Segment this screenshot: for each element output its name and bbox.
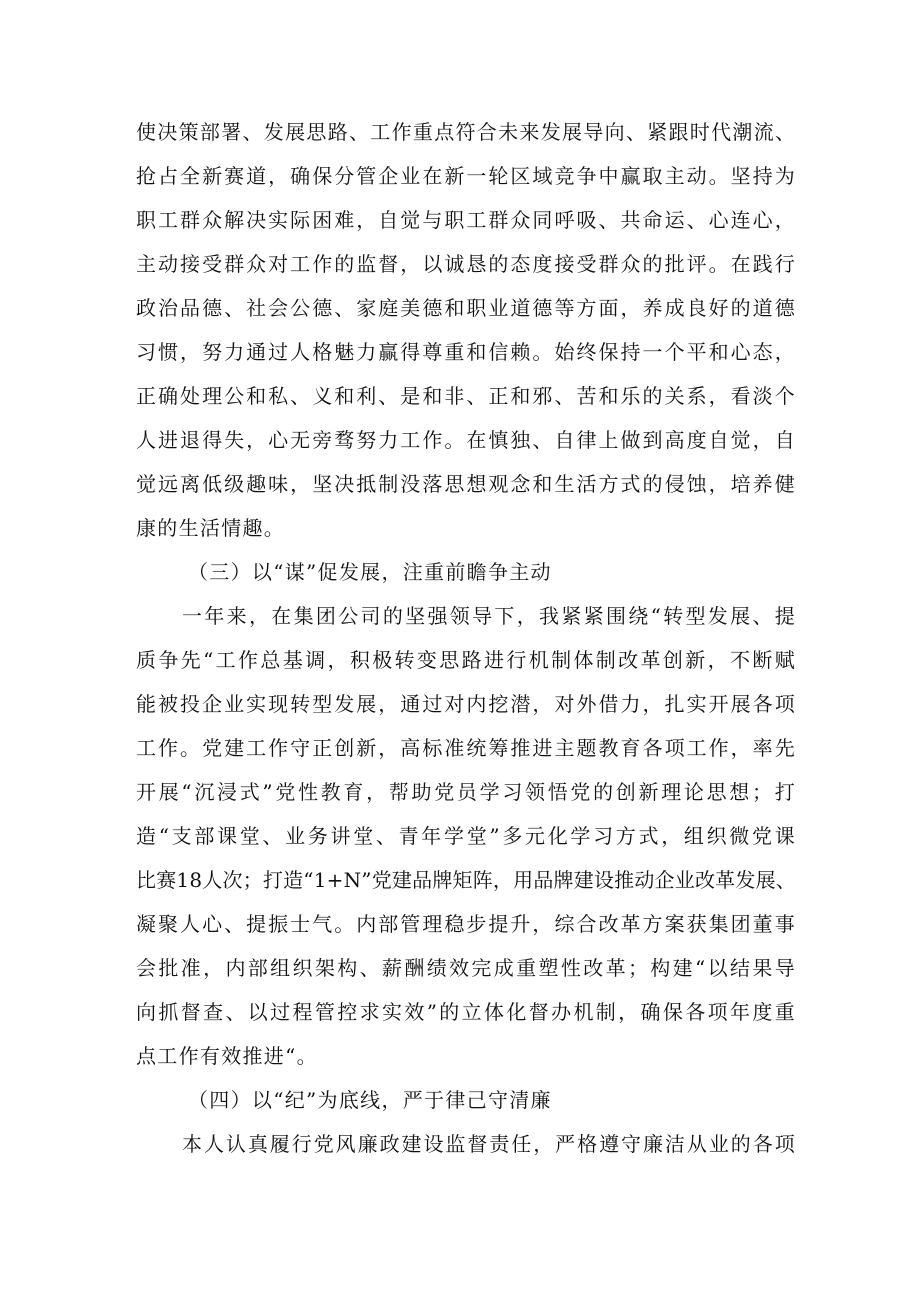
paragraph-2-line-3: 能被投企业实现转型发展，通过对内挖潜，对外借力，扎实开展各项	[136, 692, 796, 716]
paragraph-2-line-6: 造“支部课堂、业务讲堂、青年学堂”多元化学习方式，组织微党课	[136, 824, 796, 848]
paragraph-1-line-3: 职工群众解决实际困难，自觉与职工群众同呼吸、共命运、心连心，	[136, 208, 796, 232]
paragraph-1-line-5: 政治品德、社会公德、家庭美德和职业道德等方面，养成良好的道德	[136, 296, 796, 320]
paragraph-2-line-1: 一年来，在集团公司的坚强领导下，我紧紧围绕“转型发展、提	[182, 604, 796, 628]
paragraph-1-line-6: 习惯，努力通过人格魅力赢得尊重和信赖。始终保持一个平和心态，	[136, 340, 796, 364]
paragraph-2-line-8: 凝聚人心、提振士气。内部管理稳步提升，综合改革方案获集团董事	[136, 912, 796, 936]
section-heading-4: （四）以“纪”为底线，严于律己守清廉	[188, 1088, 552, 1112]
paragraph-1-line-2: 抢占全新赛道，确保分管企业在新一轮区域竞争中赢取主动。坚持为	[136, 164, 796, 188]
paragraph-1-line-10: 康的生活情趣。	[136, 516, 286, 540]
paragraph-2-line-10: 向抓督查、以过程管控求实效”的立体化督办机制，确保各项年度重	[136, 1000, 796, 1024]
paragraph-1-line-4: 主动接受群众对工作的监督，以诚恳的态度接受群众的批评。在践行	[136, 252, 796, 276]
paragraph-2-line-9: 会批准，内部组织架构、薪酬绩效完成重塑性改革；构建“以结果导	[136, 956, 796, 980]
paragraph-1-line-7: 正确处理公和私、义和利、是和非、正和邪、苦和乐的关系，看淡个	[136, 384, 796, 408]
paragraph-1-line-9: 觉远离低级趣味，坚决抵制没落思想观念和生活方式的侵蚀，培养健	[136, 472, 796, 496]
paragraph-2-line-4: 工作。党建工作守正创新，高标准统筹推进主题教育各项工作，率先	[136, 736, 796, 760]
section-heading-3: （三）以“谋”促发展，注重前瞻争主动	[188, 560, 552, 584]
paragraph-2-line-5: 开展“沉浸式”党性教育，帮助党员学习领悟党的创新理论思想；打	[136, 780, 796, 804]
paragraph-1-line-8: 人进退得失，心无旁骛努力工作。在慎独、自律上做到高度自觉，自	[136, 428, 796, 452]
paragraph-3-line-1: 本人认真履行党风廉政建设监督责任，严格遵守廉洁从业的各项	[182, 1132, 796, 1156]
paragraph-1-line-1: 使决策部署、发展思路、工作重点符合未来发展导向、紧跟时代潮流、	[136, 120, 797, 144]
paragraph-2-line-11: 点工作有效推进“。	[136, 1044, 318, 1068]
paragraph-2-line-2: 质争先“工作总基调，积极转变思路进行机制体制改革创新，不断赋	[136, 648, 796, 672]
paragraph-2-line-7: 比赛18人次；打造“1+N”党建品牌矩阵，用品牌建设推动企业改革发展、	[136, 868, 796, 892]
